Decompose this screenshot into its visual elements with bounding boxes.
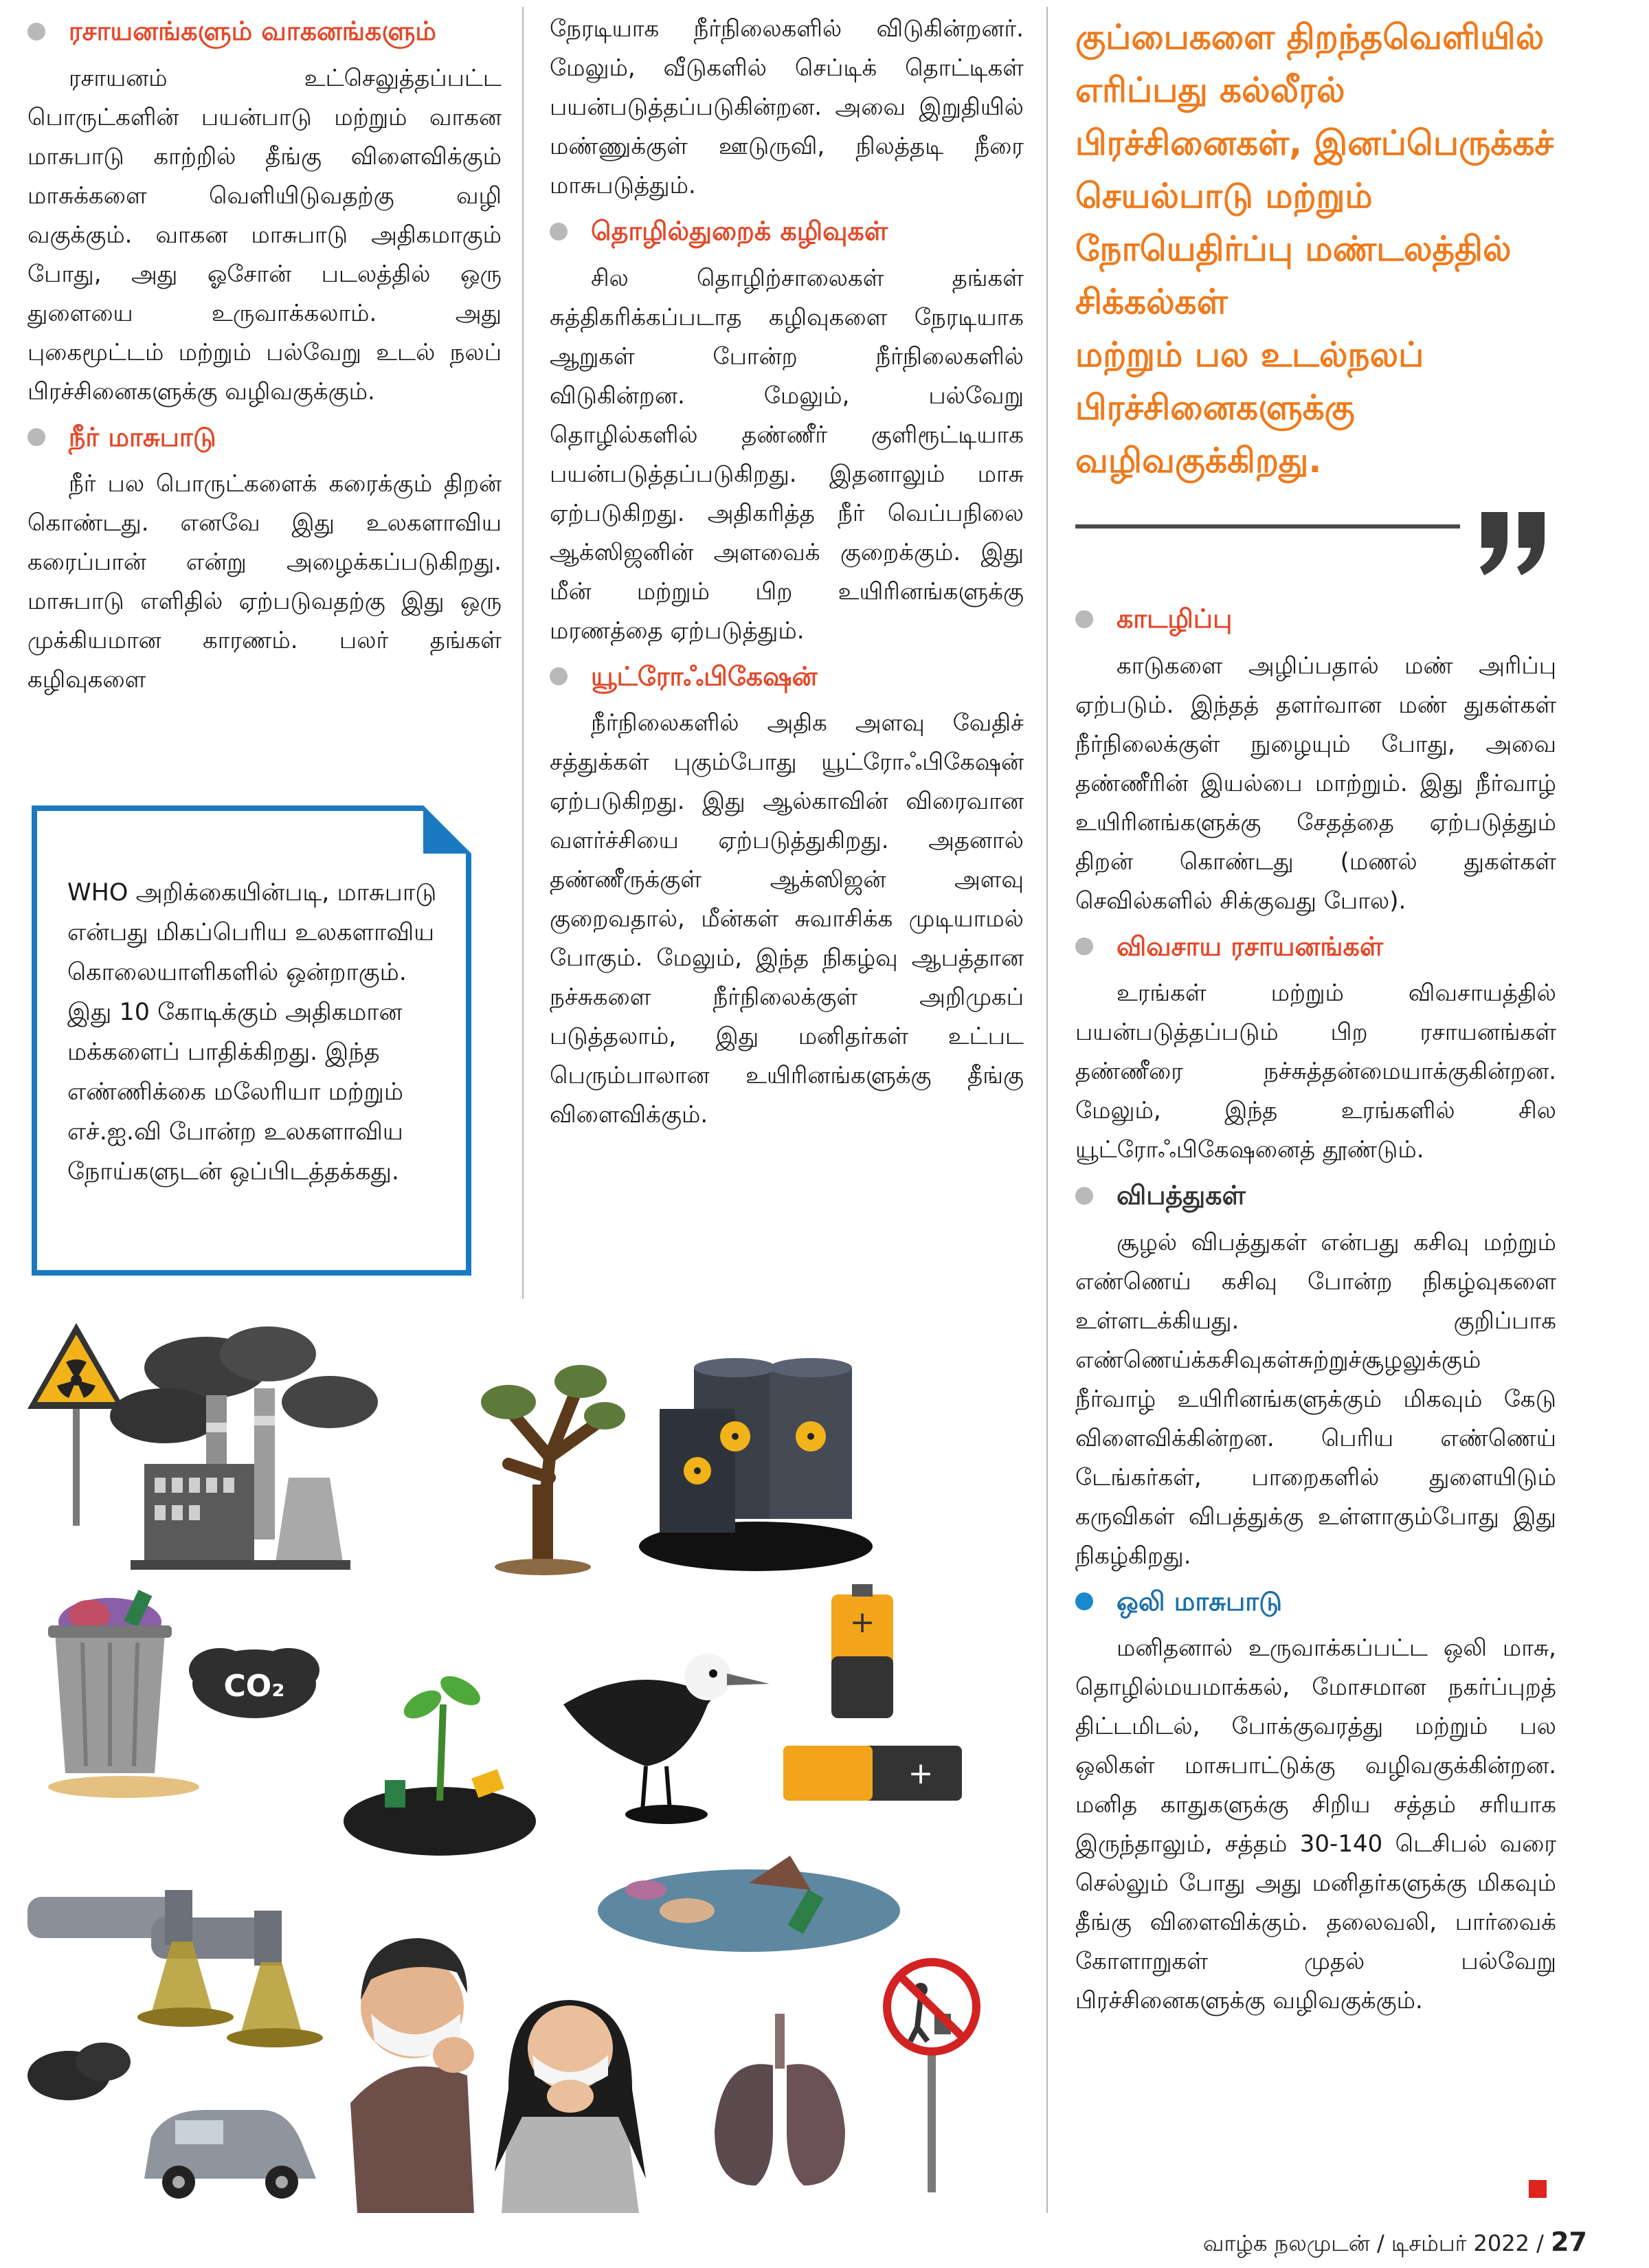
factory-smoke-icon (110, 1326, 378, 1570)
oil-bird-icon (563, 1654, 770, 1824)
pull-quote-line: எரிப்பது கல்லீரல் (1075, 70, 1345, 110)
masked-man-icon (350, 1938, 474, 2213)
svg-text:+: + (908, 1756, 934, 1791)
trash-can-icon (48, 1590, 199, 1798)
closing-quote-icon (1476, 505, 1551, 581)
paragraph: நீர்நிலைகளில் அதிக அளவு வேதிச் சத்துக்கள் புகும்போது யூட்ரோஃபிகேஷன் ஏற்படுகிறது. இது ஆல்காவின் விரைவான வளர்ச்சியை ஏற்படுத்துகிறது. அதனால் தண்ணீருக்குள் ஆக்ஸிஜன் அளவு குறைவதால், மீன்கள் சுவாசிக்க முடியாமல் போகும். மேலும், இந்த நிகழ்வு ஆபத்தான நச்சுகளை நீர்நிலைக்குள் அறிமுகப் படுத்தலாம், இது மனிதர்கள் உட்பட பெரும்பாலான உயிரினங்களுக்கு தீங்கு விளைவிக்கும். (550, 709, 1024, 1129)
pull-quote-line: பிரச்சினைகள், இனப்பெருக்கச் (1075, 123, 1554, 163)
who-info-text: WHO அறிக்கையின்படி, மாசுபாடு என்பது மிகப்பெரிய உலகளாவிய கொலையாளிகளில் ஒன்றாகும். இது 10 கோடிக்கும் அதிகமான மக்களைப் பாதிக்கிறது. இந்த எண்ணிக்கை மலேரியா மற்றும் எச்.ஐ.வி போன்ற உலகளாவிய நோய்களுடன் ஒப்பிடத்தக்கது. (67, 879, 437, 1186)
column-3 (1075, 10, 1556, 2030)
column-rule-right (1046, 1292, 1048, 2213)
page-number: 27 (1551, 2227, 1587, 2257)
footer-separator: / (1376, 2230, 1384, 2256)
paragraph: நேரடியாக நீர்நிலைகளில் விடுகின்றனர். மேலும், வீடுகளில் செப்டிக் தொட்டிகள் பயன்படுத்தப்படுகின்றன. அவை இறுதியில் மண்ணுக்குள் ஊடுருவி, நிலத்தடி நீரை மாசுபடுத்தும். (550, 15, 1024, 199)
pull-quote-line: சிக்கல்கள் (1075, 282, 1228, 322)
bullet-dot-icon (1075, 610, 1093, 628)
co2-cloud-icon (189, 1648, 319, 1718)
pollution-illustration (27, 1320, 1024, 2213)
heading-text: யூட்ரோஃபிகேஷன் (591, 660, 818, 691)
column-1 (27, 10, 502, 709)
paragraph: உரங்கள் மற்றும் விவசாயத்தில் பயன்படுத்தப்படும் பிற ரசாயனங்கள் தண்ணீரை நச்சுத்தன்மையாக்குகின்றன. மேலும், இந்த உரங்களில் சில யூட்ரோஃபிகேஷனைத் தூண்டும். (1075, 979, 1556, 1164)
lungs-icon (715, 2014, 845, 2186)
end-of-article-mark (1529, 2180, 1547, 2198)
paragraph: சில தொழிற்சாலைகள் தங்கள் சுத்திகரிக்கப்படாத கழிவுகளை நேரடியாக ஆறுகள் போன்ற நீர்நிலைகளில் விடுகின்றன. மேலும், பல்வேறு தொழில்களில் தண்ணீர் குளிரூட்டியாக பயன்படுத்தப்படுகிறது. இதனாலும் மாசு ஏற்படுகிறது. அதிகரித்த நீர் வெப்பநிலை ஆக்ஸிஜனின் அளவைக் குறைக்கும். இது மீன் மற்றும் பிற உயிரினங்களுக்கு மரணத்தை ஏற்படுத்தும். (550, 264, 1024, 645)
paragraph: ரசாயனம் உட்செலுத்தப்பட்ட பொருட்களின் பயன்பாடு மற்றும் வாகன மாசுபாடு காற்றில் தீங்கு விளைவிக்கும் மாசுக்களை வெளியிடுவதற்கு வழி வகுக்கும். வாகன மாசுபாடு அதிகமாகும் போது, அது ஓசோன் படலத்தில் ஒரு துளையை உருவாக்கலாம். அது புகைமூட்டம் மற்றும் பல்வேறு உடல் நலப் பிரச்சினைகளுக்கு வழிவகுக்கும். (27, 64, 502, 405)
radiation-sign-icon (27, 1323, 125, 1526)
paragraph: மனிதனால் உருவாக்கப்பட்ட ஒலி மாசு, தொழில்மயமாக்கல், மோசமான நகர்ப்புறத் திட்டமிடல், போக்குவரத்து மற்றும் பல ஒலிகள் மாசுபாட்டுக்கு வழிவகுக்கின்றன. மனித காதுகளுக்கு சிறிய சத்தம் சரியாக இருந்தாலும், சத்தம் 30-140 டெசிபல் வரை செல்லும் போது அது மனிதர்களுக்கு மிகவும் தீங்கு விளைவிக்கும். தலைவலி, பார்வைக் கோளாறுகள் முதல் பல்வேறு பிரச்சினைகளுக்கு வழிவகுக்கும். (1075, 1634, 1556, 2014)
bullet-dot-icon (550, 223, 568, 241)
footer-separator: / (1536, 2230, 1544, 2256)
pull-quote-line: நோயெதிர்ப்பு மண்டலத்தில் (1075, 229, 1512, 269)
pull-quote-line: பிரச்சினைகளுக்கு (1075, 388, 1355, 427)
bullet-dot-icon (1075, 1187, 1093, 1205)
masked-woman-icon (495, 2000, 646, 2213)
sewage-pipes-icon (27, 1890, 323, 2047)
pull-quote-line: வழிவகுக்கிறது. (1075, 441, 1322, 480)
pull-quote (1075, 11, 1556, 487)
heading-text: ரசாயனங்களும் வாகனங்களும் (69, 16, 436, 46)
page-footer (1203, 2227, 1587, 2259)
heading-water-pollution (27, 421, 502, 454)
car-exhaust-icon (27, 2043, 316, 2199)
column-2 (550, 10, 1024, 1144)
pull-quote-line: மற்றும் பல உடல்நலப் (1075, 335, 1424, 375)
issue-month: டிசம்பர் 2022 (1391, 2230, 1529, 2256)
heading-text: காடழிப்பு (1117, 603, 1233, 634)
who-info-box (32, 805, 471, 1276)
dead-tree-icon (481, 1365, 625, 1575)
toxic-barrels-icon (639, 1358, 873, 1571)
pull-quote-line: குப்பைகளை திறந்தவெளியில் (1075, 17, 1545, 57)
column-rule-left (522, 7, 524, 1299)
svg-text:+: + (849, 1605, 875, 1640)
sprout-waste-icon (344, 1670, 536, 1856)
heading-industrial-waste (550, 215, 1024, 248)
magazine-name: வாழ்க நலமுடன் (1202, 2230, 1370, 2256)
heading-agricultural-chemicals (1075, 931, 1556, 964)
heading-deforestation (1075, 603, 1556, 636)
paragraph: நீர் பல பொருட்களைக் கரைக்கும் திறன் கொண்டது. எனவே இது உலகளாவிய கரைப்பான் என்று அழைக்கப்படுகிறது. மாசுபாடு எளிதில் ஏற்படுவதற்கு இது ஒரு முக்கியமான காரணம். பலர் தங்கள் கழிவுகளை (27, 470, 502, 693)
bullet-dot-icon (1075, 1592, 1093, 1610)
bullet-dot-icon (27, 428, 45, 446)
bullet-dot-icon (27, 23, 45, 41)
bullet-dot-icon (1075, 937, 1093, 955)
pull-quote-line: செயல்பாடு மற்றும் (1075, 176, 1373, 216)
co2-label: CO₂ (223, 1669, 285, 1704)
heading-text: ஒலி மாசுபாடு (1117, 1586, 1283, 1616)
polluted-puddle-icon (598, 1856, 900, 1952)
heading-chemicals-vehicles (27, 15, 502, 48)
bullet-dot-icon (550, 667, 568, 685)
heading-noise-pollution (1075, 1586, 1556, 1619)
column-rule-right-top (1046, 7, 1048, 1292)
no-littering-sign-icon (887, 1962, 976, 2192)
heading-text: நீர் மாசுபாடு (69, 421, 216, 452)
paragraph: காடுகளை அழிப்பதால் மண் அரிப்பு ஏற்படும். இந்தத் தளர்வான மண் துகள்கள் நீர்நிலைக்குள் நுழையும் போது, அவை தண்ணீரின் இயல்பை மாற்றும். இது நீர்வாழ் உயிரினங்களுக்கு சேதத்தை ஏற்படுத்தும் திறன் கொண்டது (மணல் துகள்கள் செவில்களில் சிக்குவது போல). (1075, 652, 1556, 915)
heading-text: விபத்துகள் (1117, 1180, 1246, 1210)
quote-divider (1075, 524, 1460, 529)
battery-icon (783, 1584, 962, 1801)
page-fold-icon (423, 805, 471, 854)
heading-eutrophication (550, 660, 1024, 693)
heading-text: விவசாய ரசாயனங்கள் (1117, 931, 1384, 961)
paragraph: சூழல் விபத்துகள் என்பது கசிவு மற்றும் எண்ணெய் கசிவு போன்ற நிகழ்வுகளை உள்ளடக்கியது. குறிப்பாக எண்ணெய்க்கசிவுகள்சுற்றுச்சூழலுக்கும் நீர்வாழ் உயிரினங்களுக்கும் மிகவும் கேடு விளைவிக்கின்றன. பெரிய எண்ணெய் டேங்கர்கள், பாறைகளில் துளையிடும் கருவிகள் விபத்துக்கு உள்ளாகும்போது இது நிகழ்கிறது. (1075, 1228, 1556, 1570)
heading-text: தொழில்துறைக் கழிவுகள் (591, 216, 888, 246)
heading-accidents (1075, 1179, 1556, 1212)
